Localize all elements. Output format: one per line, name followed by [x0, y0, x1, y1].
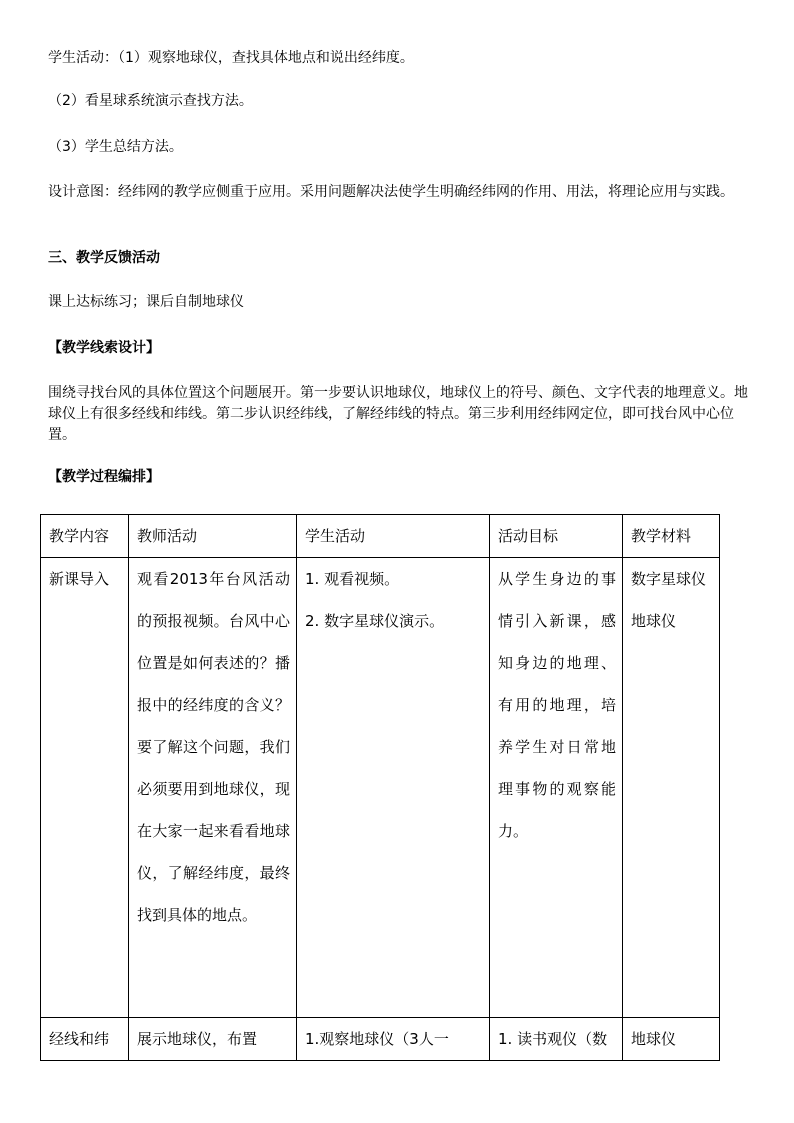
- row-material-cell: [623, 558, 720, 1018]
- row-teacher-activity-cell: 展示地球仪，布置: [129, 1018, 297, 1061]
- header-student-activity: 学生活动: [297, 515, 490, 558]
- student-activity-line: 学生活动：（1）观察地球仪，查找具体地点和说出经纬度。: [48, 50, 414, 66]
- row-student-activity-cell: [297, 558, 490, 1018]
- header-activity-goal: 活动目标: [490, 515, 623, 558]
- table-header-row: [41, 515, 720, 558]
- material-item-1: 数字星球仪: [631, 570, 707, 588]
- student-activity-step-1: 1. 观看视频。: [305, 570, 400, 588]
- row-content-cell: 新课导入: [41, 558, 129, 1018]
- student-activity-item-2: （2）看星球系统演示查找方法。: [48, 93, 253, 109]
- heading-teaching-process: 【教学过程编排】: [48, 469, 160, 485]
- table-row: [41, 1018, 720, 1061]
- row-teacher-activity-cell: 观看2013年台风活动的预报视频。台风中心位置是如何表述的？播报中的经纬度的含义？要了解这个问题，我们必须要用到地球仪，现在大家一起来看看地球仪，了解经纬度，最终找到具体的地点。: [129, 558, 297, 1018]
- student-activity-item-3: （3）学生总结方法。: [48, 139, 183, 155]
- design-intent-paragraph: 设计意图：经纬网的教学应侧重于应用。采用问题解决法使学生明确经纬网的作用、用法，将理论应用与实践。: [48, 184, 734, 200]
- heading-teaching-clue: 【教学线索设计】: [48, 340, 160, 356]
- row-activity-goal-cell: 1. 读书观仪（数: [490, 1018, 623, 1061]
- table-row: [41, 558, 720, 1018]
- row-student-activity-cell: 1.观察地球仪（3人一: [297, 1018, 490, 1061]
- teaching-clue-paragraph: 围绕寻找台风的具体位置这个问题展开。第一步要认识地球仪，地球仪上的符号、颜色、文字代表的地理意义。地球仪上有很多经线和纬线。第二步认识经纬线，了解经纬线的特点。第三步利用经纬网定位，即可找台风中心位置。: [48, 385, 748, 443]
- header-teacher-activity: 教师活动: [129, 515, 297, 558]
- material-item-2: 地球仪: [631, 612, 677, 630]
- section-heading-feedback: 三、教学反馈活动: [48, 250, 160, 266]
- teaching-process-table: [40, 514, 720, 1061]
- header-content: 教学内容: [41, 515, 129, 558]
- row-activity-goal-cell: 从学生身边的事情引入新课，感知身边的地理、有用的地理，培养学生对日常地理事物的观察能力。: [490, 558, 623, 1018]
- row-material-cell: 地球仪: [623, 1018, 720, 1061]
- feedback-paragraph: 课上达标练习；课后自制地球仪: [48, 294, 244, 310]
- student-activity-step-2: 2. 数字星球仪演示。: [305, 612, 445, 630]
- header-teaching-material: 教学材料: [623, 515, 720, 558]
- row-content-cell: 经线和纬: [41, 1018, 129, 1061]
